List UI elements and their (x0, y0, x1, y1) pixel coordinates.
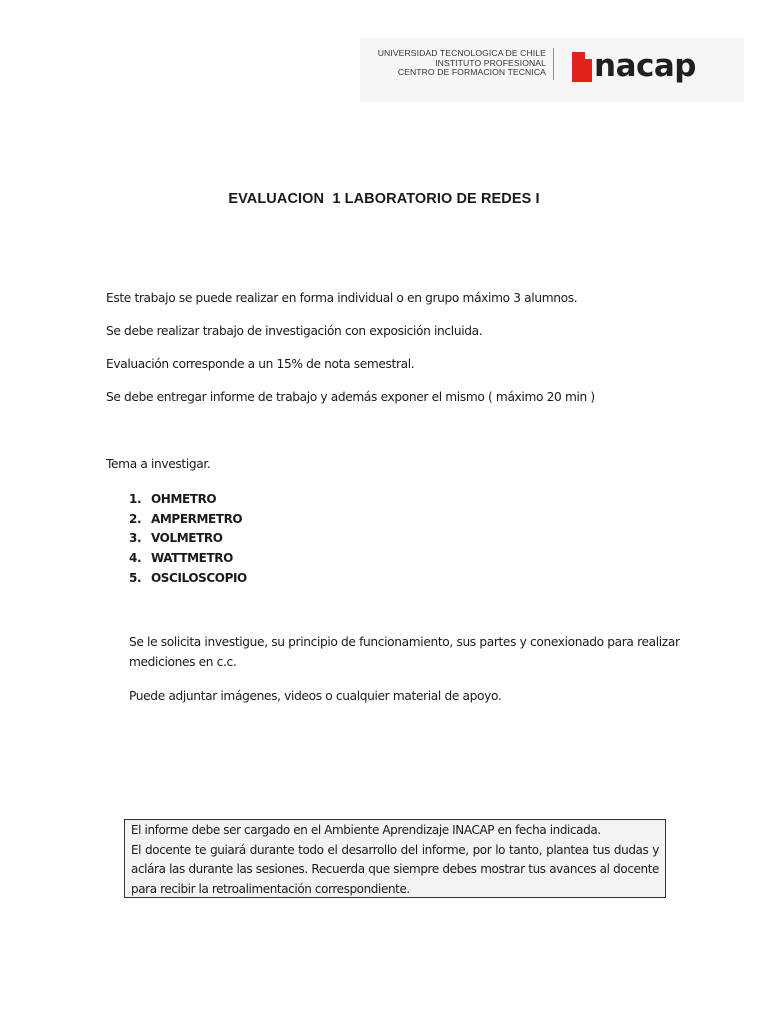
institution-lines (378, 49, 546, 78)
list-item-number: 2. (129, 511, 142, 526)
institution-line: UNIVERSIDAD TECNOLOGICA DE CHILE (377, 48, 546, 58)
list-item (129, 529, 247, 549)
list-item (129, 509, 247, 529)
list-item-label: OHMETRO (151, 491, 217, 506)
list-item-label: WATTMETRO (151, 551, 233, 566)
inacap-logo (572, 48, 696, 92)
document-title: EVALUACION 1 LABORATORIO DE REDES I (228, 191, 540, 207)
topics-list (129, 489, 247, 588)
header-divider (553, 48, 554, 80)
list-item-number: 4. (129, 551, 142, 566)
list-item (129, 489, 247, 509)
notice-box (124, 819, 666, 898)
list-item-label: OSCILOSCOPIO (151, 571, 247, 586)
intro-paragraph: Se debe realizar trabajo de investigación con exposición incluida. (106, 324, 483, 338)
notice-line: para recibir la retroalimentación correspondiente. (131, 881, 410, 896)
notice-line: El informe debe ser cargado en el Ambiente Aprendizaje INACAP en fecha indicada. (131, 823, 601, 837)
inacap-logo-text: nacap (594, 48, 696, 84)
inacap-logo-mark (572, 52, 592, 82)
institution-line: CENTRO DE FORMACION TECNICA (397, 67, 546, 78)
intro-paragraph: Evaluación corresponde a un 15% de nota semestral. (106, 357, 415, 371)
list-item-label: VOLMETRO (151, 531, 223, 546)
intro-paragraph: Este trabajo se puede realizar en forma individual o en grupo máximo 3 alumnos. (106, 291, 578, 305)
intro-paragraph: Se debe entregar informe de trabajo y además exponer el mismo ( máximo 20 min ) (106, 390, 595, 404)
topic-label: Tema a investigar. (106, 457, 211, 471)
support-material-paragraph: Puede adjuntar imágenes, videos o cualquier material de apoyo. (129, 689, 502, 703)
list-item-number: 1. (129, 491, 142, 506)
list-item (129, 548, 247, 568)
list-item (129, 568, 247, 588)
institution-line: INSTITUTO PROFESIONAL (435, 57, 546, 68)
list-item-number: 5. (129, 571, 142, 586)
list-item-number: 3. (129, 531, 142, 546)
request-paragraph-line: Se le solicita investigue, su principio de funcionamiento, sus partes y conexionado para realizar (129, 635, 680, 649)
notice-line: aclára las durante las sesiones. Recuerda que siempre debes mostrar tus avances al docente (131, 862, 659, 877)
notice-line: El docente te guiará durante todo el desarrollo del informe, por lo tanto, plantea tus dudas y (131, 842, 659, 857)
request-paragraph-line: mediciones en c.c. (129, 655, 237, 669)
list-item-label: AMPERMETRO (151, 511, 243, 526)
